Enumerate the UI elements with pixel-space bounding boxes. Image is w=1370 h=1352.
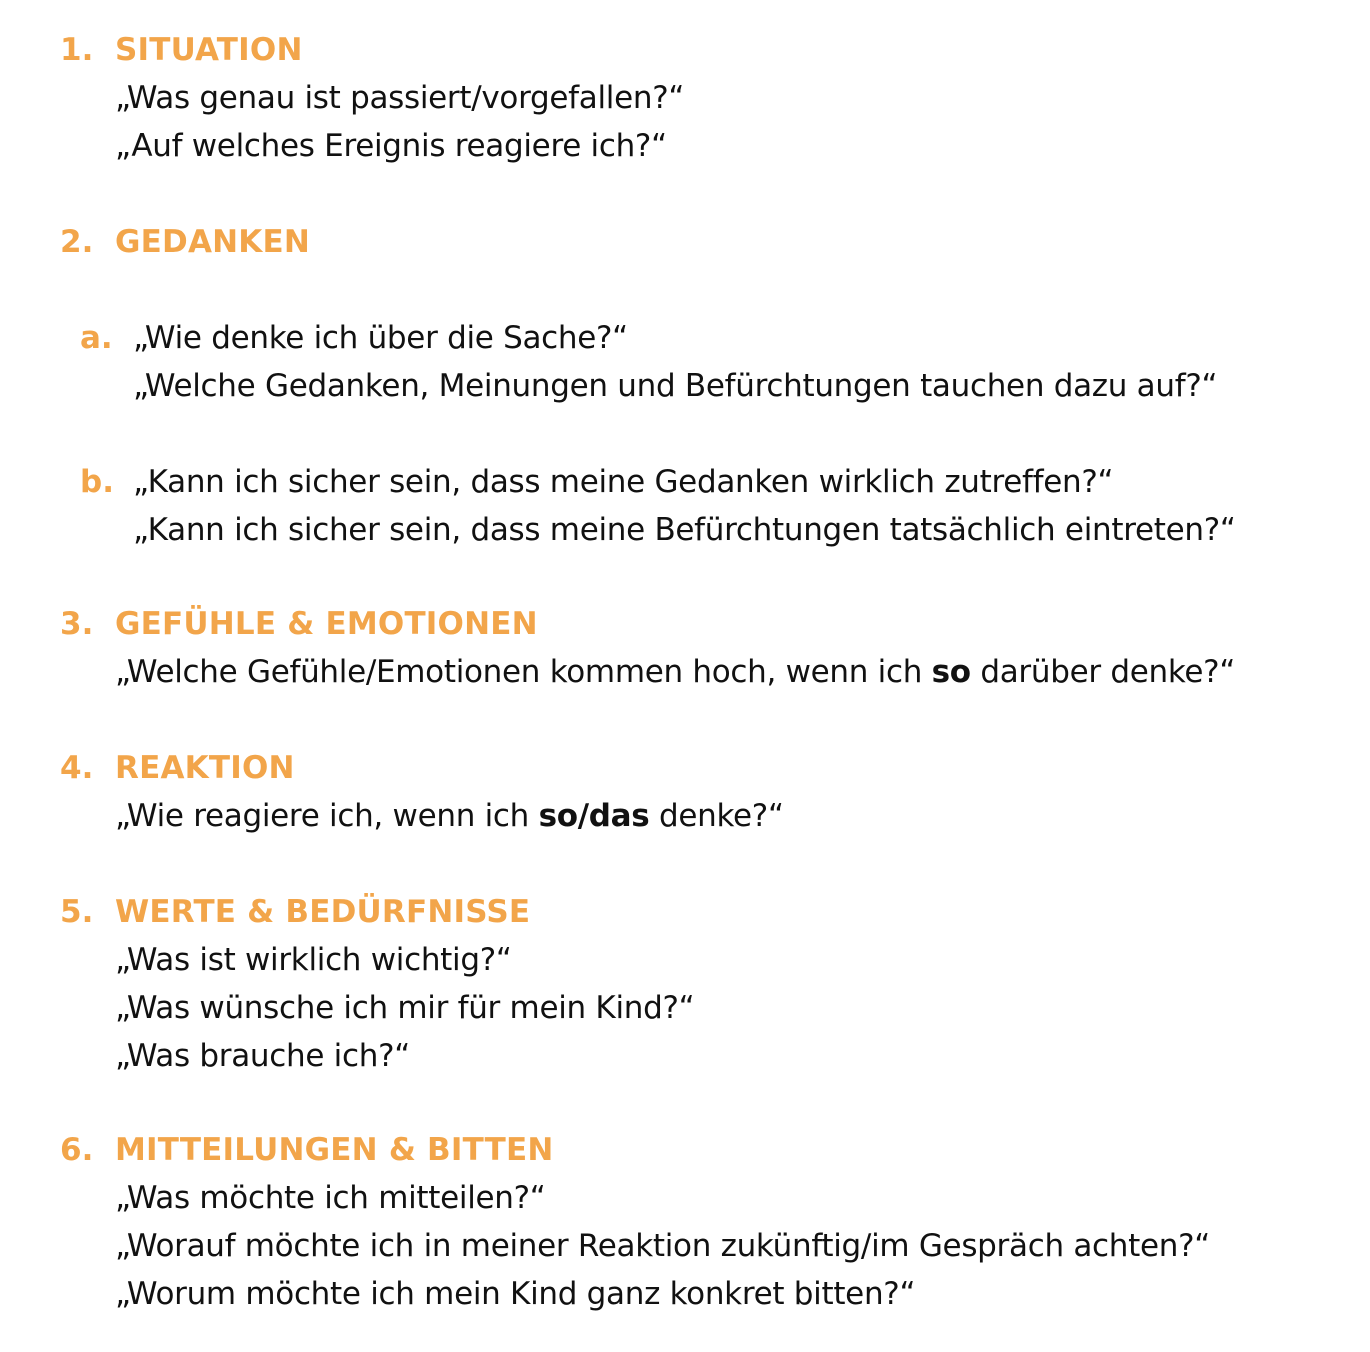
section-6-line-1: „Was möchte ich mitteilen?“ [115, 1180, 546, 1216]
section-4-line-emphasis: so/das [538, 798, 650, 834]
section-1-line-1: „Was genau ist passiert/vorgefallen?“ [115, 80, 685, 116]
section-2b-letter: b. [80, 464, 114, 500]
section-5-number: 5. [60, 894, 94, 930]
section-4-line-text-after: denke?“ [649, 798, 784, 834]
section-5-heading: WERTE & BEDÜRFNISSE [115, 894, 531, 930]
section-1-number: 1. [60, 32, 94, 68]
section-4-line-1 [115, 798, 784, 834]
section-3-number: 3. [60, 606, 94, 642]
section-6-line-2: „Worauf möchte ich in meiner Reaktion zukünftig/im Gespräch achten?“ [115, 1228, 1211, 1264]
section-4-number: 4. [60, 750, 94, 786]
section-1-line-2: „Auf welches Ereignis reagiere ich?“ [115, 128, 667, 164]
section-2a-line-2: „Welche Gedanken, Meinungen und Befürchtungen tauchen dazu auf?“ [133, 368, 1218, 404]
section-5-line-1: „Was ist wirklich wichtig?“ [115, 942, 512, 978]
section-6-number: 6. [60, 1132, 94, 1168]
section-3-line-emphasis: so [931, 654, 971, 690]
section-2a-line-1: „Wie denke ich über die Sache?“ [133, 320, 628, 356]
section-5-line-3: „Was brauche ich?“ [115, 1038, 411, 1074]
section-5-line-2: „Was wünsche ich mir für mein Kind?“ [115, 990, 695, 1026]
section-4-heading: REAKTION [115, 750, 295, 786]
section-3-line-text-after: darüber denke?“ [970, 654, 1236, 690]
section-2b-line-1: „Kann ich sicher sein, dass meine Gedanken wirklich zutreffen?“ [133, 464, 1114, 500]
section-2b-line-2: „Kann ich sicher sein, dass meine Befürchtungen tatsächlich eintreten?“ [133, 512, 1236, 548]
section-3-line-text-before: „Welche Gefühle/Emotionen kommen hoch, wenn ich [115, 654, 932, 690]
section-4-line-text-before: „Wie reagiere ich, wenn ich [115, 798, 539, 834]
section-2-number: 2. [60, 224, 94, 260]
section-2a-letter: a. [80, 320, 113, 356]
section-2-heading: GEDANKEN [115, 224, 311, 260]
section-3-line-1 [115, 654, 1235, 690]
section-1-heading: SITUATION [115, 32, 303, 68]
section-6-heading: MITTEILUNGEN & BITTEN [115, 1132, 554, 1168]
section-6-line-3: „Worum möchte ich mein Kind ganz konkret bitten?“ [115, 1276, 916, 1312]
section-3-heading: GEFÜHLE & EMOTIONEN [115, 606, 538, 642]
